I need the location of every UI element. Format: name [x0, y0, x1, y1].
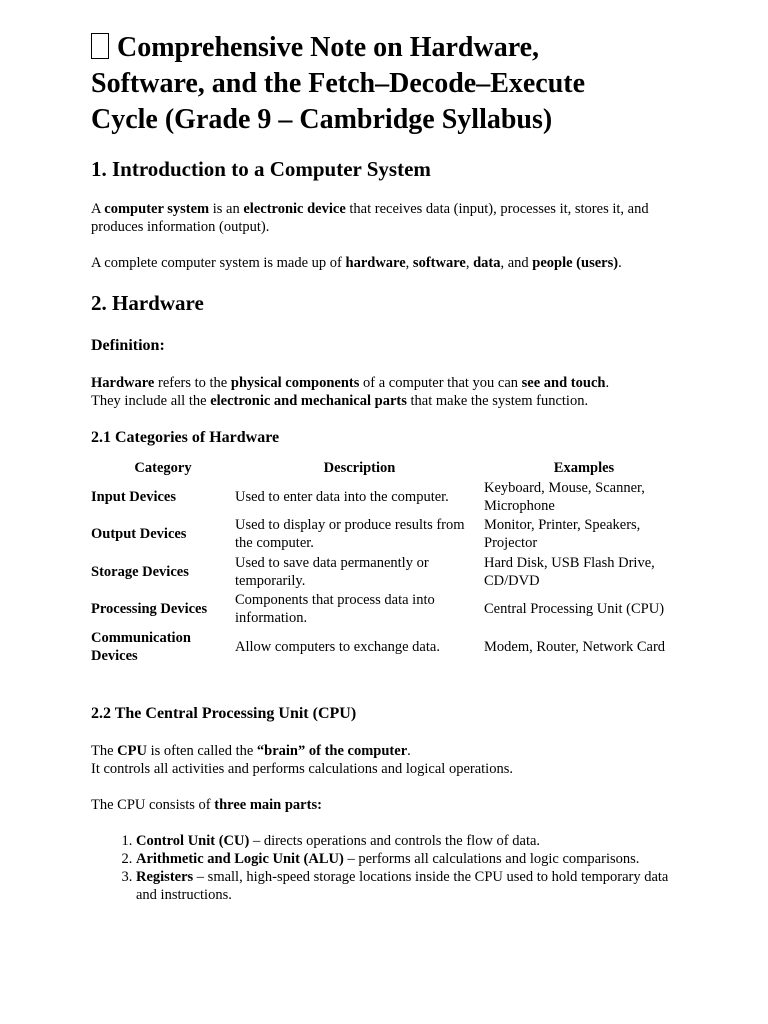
table-cell-examples: Modem, Router, Network Card	[484, 638, 666, 655]
table-header-examples: Examples	[553, 460, 615, 476]
table-cell-description: Used to display or produce results from the computer.	[235, 517, 465, 552]
section-2-heading: 2. Hardware	[91, 291, 204, 315]
definition-bold: Hardware	[91, 375, 155, 391]
intro-text: A	[91, 201, 105, 217]
cpu-paragraph	[91, 742, 691, 778]
definition-bold: see and touch	[521, 375, 606, 391]
table-cell-category: Storage Devices	[91, 563, 189, 580]
cpu-text: It controls all activities and performs calculations and logical operations.	[91, 760, 513, 777]
list-item-text: – small, high-speed storage locations inside the CPU used to hold temporary data and instructions.	[136, 868, 669, 903]
components-bold: hardware	[345, 255, 406, 271]
definition-text: refers to the	[154, 375, 231, 391]
components-text: ,	[465, 255, 474, 271]
intro-bold: electronic device	[243, 201, 346, 217]
table-header-row	[91, 458, 684, 478]
definition-paragraph	[91, 374, 691, 410]
section-1-heading: 1. Introduction to a Computer System	[91, 157, 431, 181]
cpu-parts-text: The CPU consists of	[91, 796, 215, 813]
cpu-heading: 2.2 The Central Processing Unit (CPU)	[91, 704, 357, 722]
cpu-parts-paragraph	[91, 796, 691, 814]
intro-text: is an	[209, 201, 244, 217]
list-item-text: – performs all calculations and logic comparisons.	[343, 850, 640, 867]
cpu-text: is often called the	[146, 742, 257, 759]
cpu-text: The	[91, 742, 118, 759]
hardware-categories-table	[91, 458, 684, 666]
table-cell-examples: Hard Disk, USB Flash Drive, CD/DVD	[484, 554, 655, 589]
list-item	[136, 850, 691, 868]
list-item	[136, 868, 691, 904]
components-paragraph	[91, 254, 691, 272]
table-row	[91, 478, 684, 516]
table-cell-examples: Keyboard, Mouse, Scanner, Microphone	[484, 479, 645, 514]
table-cell-description: Allow computers to exchange data.	[235, 638, 440, 655]
list-item-term: Registers	[136, 868, 194, 885]
definition-text: of a computer that you can	[359, 375, 522, 391]
definition-bold: electronic and mechanical parts	[210, 393, 407, 409]
components-bold: people (users)	[532, 255, 619, 271]
components-bold: data	[473, 255, 501, 271]
table-cell-description: Components that process data into information.	[235, 592, 435, 627]
table-cell-category: Output Devices	[91, 526, 187, 543]
table-row	[91, 553, 684, 591]
intro-text: that receives data (input), processes it, stores it, and produces information (output).	[91, 201, 649, 235]
definition-text: They include all the	[91, 393, 211, 409]
table-header-description: Description	[323, 460, 396, 476]
table-cell-category: Processing Devices	[91, 601, 208, 618]
table-row	[91, 628, 684, 666]
definition-heading: Definition:	[91, 337, 165, 354]
table-cell-examples: Monitor, Printer, Speakers, Projector	[484, 517, 641, 552]
definition-text: that make the system function.	[406, 393, 589, 409]
definition-bold: physical components	[230, 375, 360, 391]
cpu-parts-bold: three main parts:	[214, 796, 322, 813]
list-item-term: Control Unit (CU)	[136, 832, 250, 849]
list-item	[136, 832, 691, 850]
table-cell-examples: Central Processing Unit (CPU)	[484, 601, 665, 618]
components-text: .	[618, 255, 622, 271]
table-cell-description: Used to save data permanently or temporarily.	[235, 554, 429, 589]
list-item-text: – directs operations and controls the flow of data.	[249, 832, 541, 849]
components-text: ,	[405, 255, 413, 271]
cpu-bold: “brain” of the computer	[256, 742, 408, 759]
table-row	[91, 591, 684, 629]
document-icon	[91, 33, 109, 59]
document-title	[91, 30, 691, 138]
categories-heading: 2.1 Categories of Hardware	[91, 429, 280, 446]
cpu-bold: CPU	[117, 742, 147, 759]
title-line-2: Software, and the Fetch–Decode–Execute	[91, 68, 586, 99]
cpu-text: .	[407, 742, 411, 759]
cpu-parts-list	[91, 832, 691, 904]
table-cell-category: Input Devices	[91, 488, 176, 505]
title-line-3: Cycle (Grade 9 – Cambridge Syllabus)	[91, 104, 553, 135]
intro-paragraph	[91, 200, 691, 236]
list-item-term: Arithmetic and Logic Unit (ALU)	[136, 850, 344, 867]
components-text: A complete computer system is made up of	[91, 255, 346, 271]
table-cell-category: Communication Devices	[91, 629, 191, 664]
intro-bold: computer system	[104, 201, 210, 217]
components-text: , and	[500, 255, 533, 271]
table-cell-description: Used to enter data into the computer.	[235, 488, 449, 505]
definition-text: .	[605, 375, 610, 391]
table-row	[91, 516, 684, 554]
components-bold: software	[412, 255, 466, 271]
title-line-1: Comprehensive Note on Hardware,	[117, 32, 540, 63]
table-header-category: Category	[134, 460, 192, 476]
document-content	[91, 30, 691, 904]
